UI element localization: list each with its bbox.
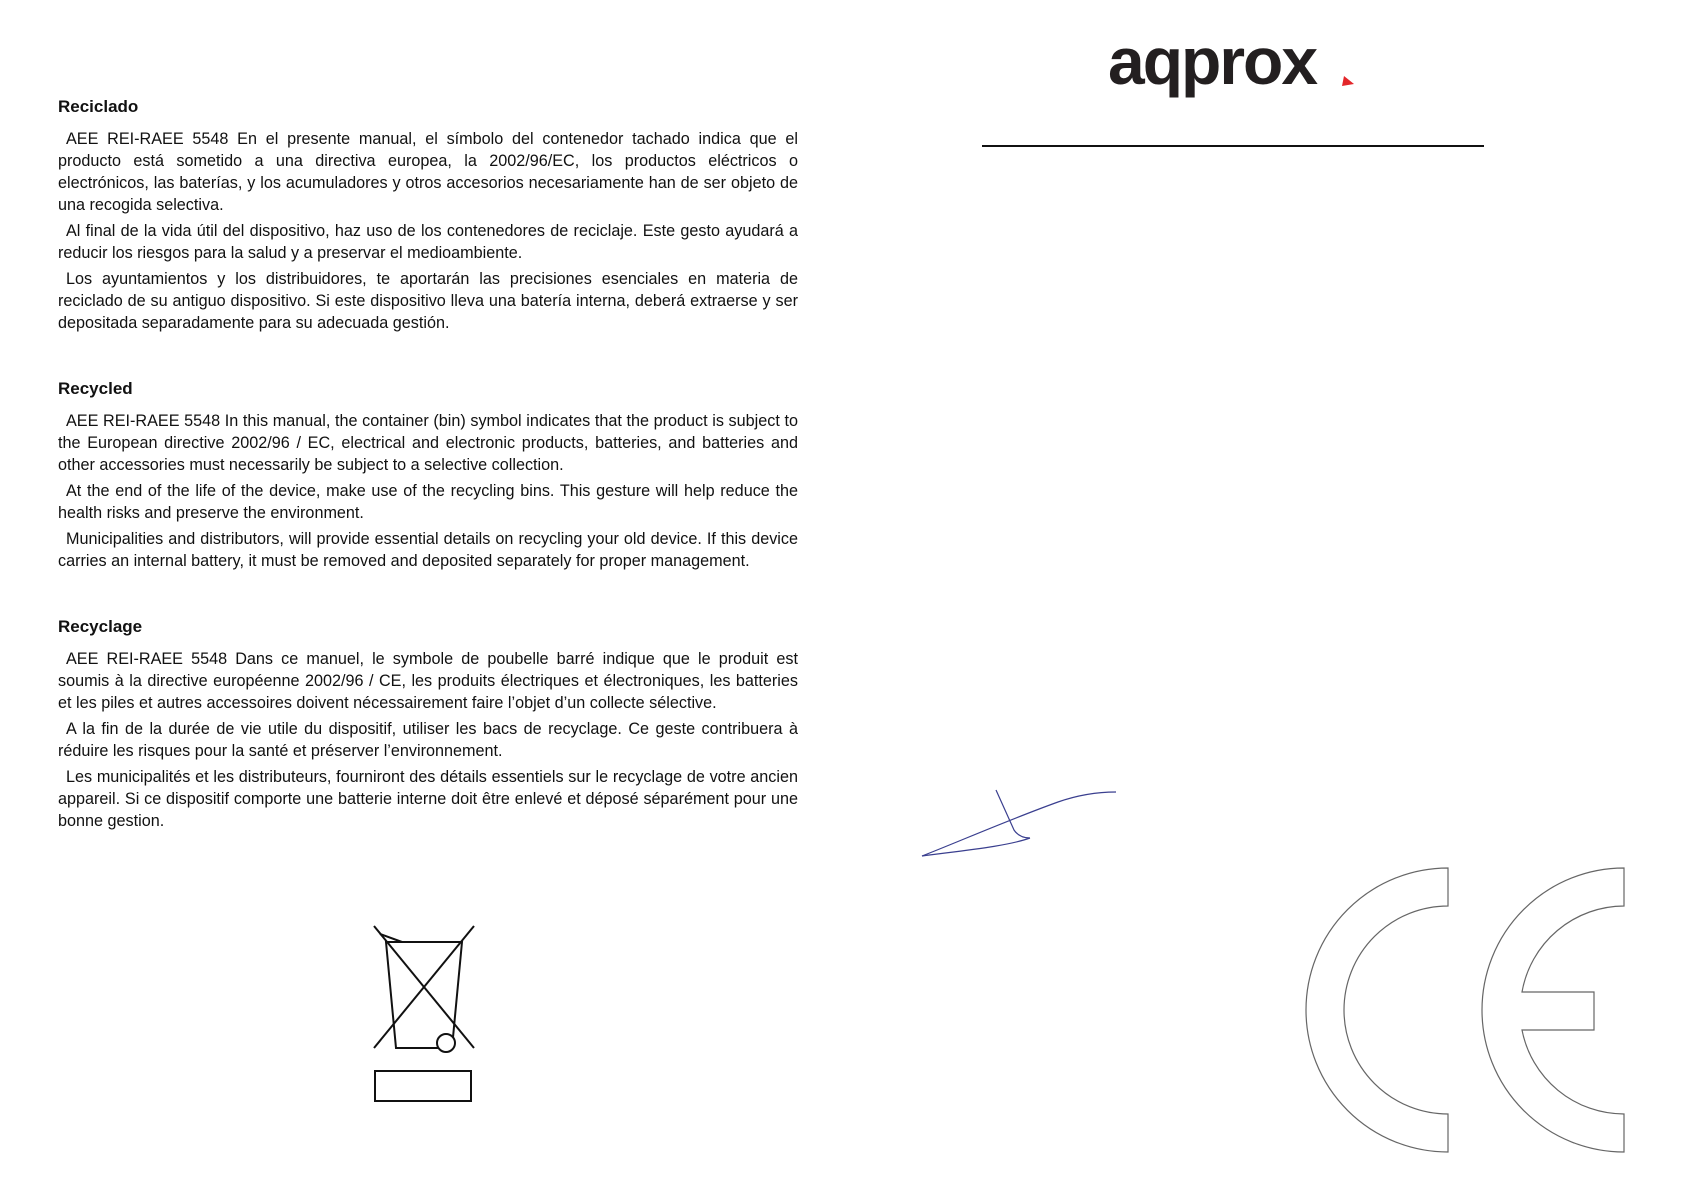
paragraph: AEE REI-RAEE 5548 Dans ce manuel, le symbole de poubelle barré indique que le produit est soumis à la directive européenne 2002/96 / CE, les produits électriques et électroniques, les batteries et les piles et autres accessoires doivent nécessairement faire l’objet d’un collecte sélective. <box>58 650 798 712</box>
paragraph: Municipalities and distributors, will provide essential details on recycling your old device. If this device carries an internal battery, it must be removed and deposited separately for proper management. <box>58 530 798 570</box>
section-es <box>58 96 798 334</box>
header-rule <box>982 145 1484 147</box>
logo-text: aqprox <box>1108 32 1317 98</box>
aqprox-logo <box>1108 32 1356 104</box>
crossed-out-wheelie-bin-icon <box>372 924 476 1104</box>
paragraph: AEE REI-RAEE 5548 In this manual, the container (bin) symbol indicates that the product is subject to the European directive 2002/96 / EC, electrical and electronic products, batteries, and batteries and other accessories must necessarily be subject to a selective collection. <box>58 412 798 474</box>
ce-mark-icon <box>1280 862 1640 1162</box>
logo-accent <box>1342 76 1354 86</box>
paragraph: A la fin de la durée de vie utile du dispositif, utiliser les bacs de recyclage. Ce geste contribuera à réduire les risques pour la santé et préserver l’environnement. <box>58 720 798 760</box>
section-en <box>58 378 798 572</box>
paragraph: Al final de la vida útil del dispositivo, haz uso de los contenedores de reciclaje. Este gesto ayudará a reducir los riesgos para la salud y a preservar el medioambiente. <box>58 222 798 262</box>
section-heading: Recycled <box>58 379 133 398</box>
recycling-notices <box>58 96 798 876</box>
paragraph: Los ayuntamientos y los distribuidores, te aportarán las precisiones esenciales en materia de reciclado de su antiguo dispositivo. Si este dispositivo lleva una batería interna, deberá extraerse y ser depositada separadamente para su adecuada gestión. <box>58 270 798 332</box>
section-fr <box>58 616 798 832</box>
section-heading: Reciclado <box>58 97 139 116</box>
signature <box>918 780 1118 860</box>
paragraph: At the end of the life of the device, make use of the recycling bins. This gesture will help reduce the health risks and preserve the environment. <box>58 482 798 522</box>
section-heading: Recyclage <box>58 617 143 636</box>
paragraph: Les municipalités et les distributeurs, fourniront des détails essentiels sur le recyclage de votre ancien appareil. Si ce dispositif comporte une batterie interne doit être enlevé et déposé séparément pour une bonne gestion. <box>58 768 798 830</box>
paragraph: AEE REI-RAEE 5548 En el presente manual, el símbolo del contenedor tachado indica que el producto está sometido a una directiva europea, la 2002/96/EC, los productos eléctricos o electrónicos, las baterías, y los acumuladores y otros accesorios necesariamente han de ser objeto de una recogida selectiva. <box>58 130 798 214</box>
